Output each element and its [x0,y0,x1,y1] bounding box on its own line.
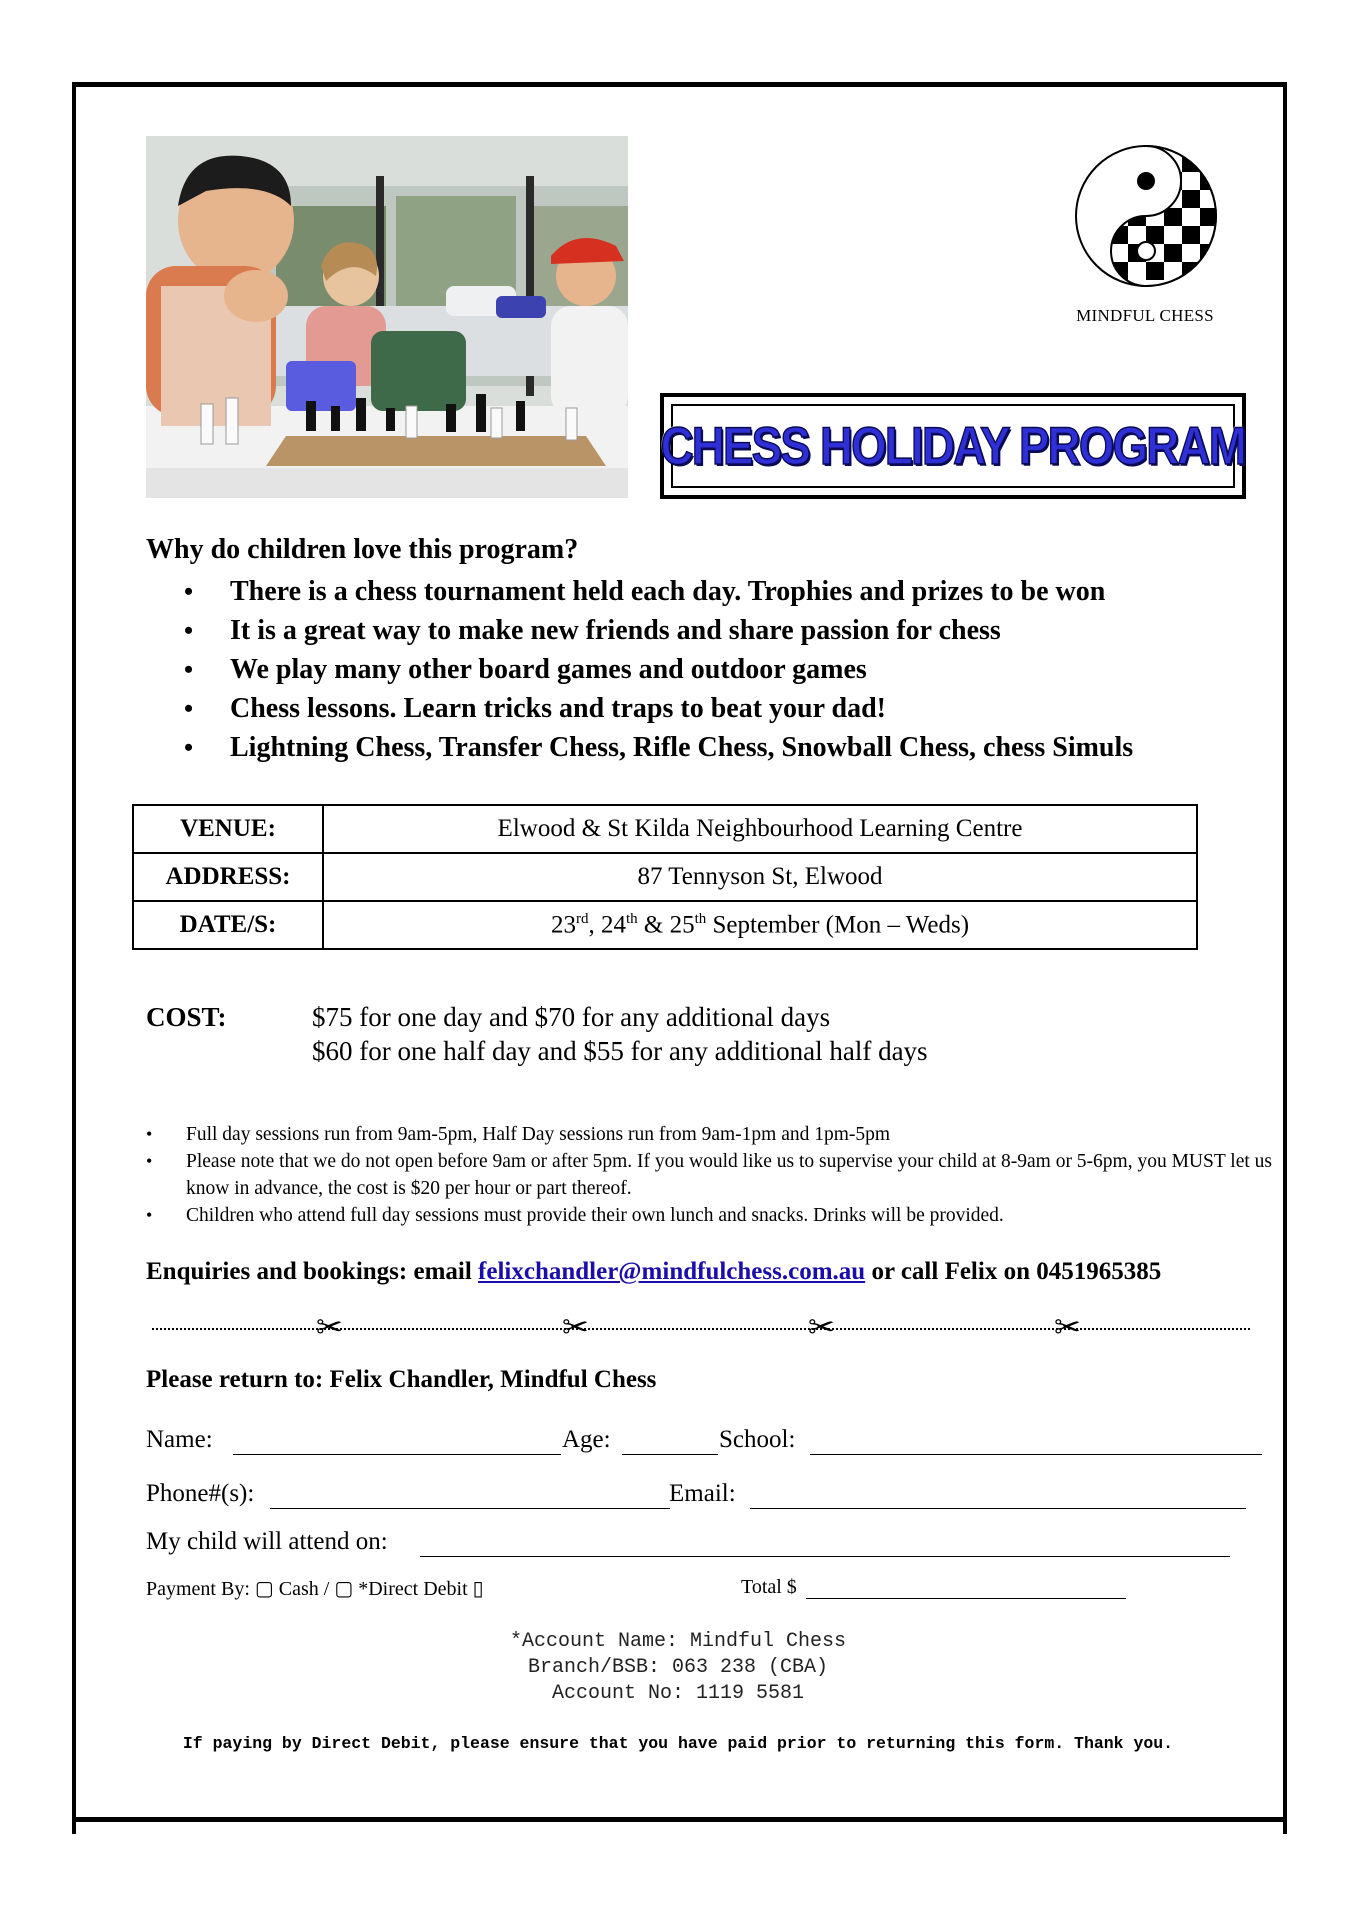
email-link[interactable]: felixchandler@mindfulchess.com.au [478,1258,866,1285]
name-label: Name: [146,1426,213,1453]
payment-options[interactable]: Payment By: ▢ Cash / ▢ *Direct Debit ▯ [146,1578,484,1600]
address-value: 87 Tennyson St, Elwood [323,853,1197,901]
address-label: ADDRESS: [133,853,323,901]
why-list [146,572,1133,767]
date-2: , 24 [588,911,626,939]
cost-line-half-day: $60 for one half day and $55 for any additional half days [312,1036,928,1066]
note-item: • Full day sessions run from 9am-5pm, Half Day sessions run from 9am-1pm and 1pm-5pm [146,1121,1276,1148]
phone-field[interactable] [270,1508,670,1509]
enquiries-suffix: or call Felix on 0451965385 [865,1258,1162,1285]
cost-line-full-day: $75 for one day and $70 for any additional days [312,1002,831,1032]
address-row [133,853,1197,901]
date-3-suffix: th [694,910,707,927]
total-label: Total $ [741,1576,797,1598]
logo-text: MINDFUL CHESS [1076,306,1214,325]
email-field[interactable] [750,1508,1246,1509]
email-label: Email: [669,1480,736,1507]
why-item: • Chess lessons. Learn tricks and traps to beat your dad! [146,689,1133,728]
account-bsb: Branch/BSB: 063 238 (CBA) [527,1656,829,1679]
note-item: • Children who attend full day sessions must provide their own lunch and snacks. Drinks will be provided. [146,1202,1276,1229]
debit-note: If paying by Direct Debit, please ensure that you have paid prior to returning this form. Thank you. [182,1734,1174,1753]
venue-row [133,805,1197,853]
enquiries-prefix: Enquiries and bookings: email [146,1258,479,1285]
phone-label: Phone#(s): [146,1480,255,1507]
program-banner [660,393,1246,499]
total-field[interactable] [806,1598,1126,1599]
why-item: • Lightning Chess, Transfer Chess, Rifle Chess, Snowball Chess, chess Simuls [146,728,1133,767]
scissors-icon: ✂ [808,1309,835,1345]
venue-value: Elwood & St Kilda Neighbourhood Learning Centre [323,805,1197,853]
program-banner-inner [660,404,1246,488]
why-item: • There is a chess tournament held each day. Trophies and prizes to be won [146,572,1133,611]
notes-list [146,1121,1276,1229]
attend-field[interactable] [420,1556,1230,1557]
date-3: & 25 [637,911,695,939]
scissors-icon: ✂ [1054,1309,1081,1345]
why-item: • It is a great way to make new friends and share passion for chess [146,611,1133,650]
page-border-right-ext [1283,1822,1287,1834]
enquiries-line [146,1258,1161,1286]
name-field[interactable] [233,1454,561,1455]
why-item: • We play many other board games and outdoor games [146,650,1133,689]
return-to: Please return to: Felix Chandler, Mindful Chess [146,1366,657,1393]
photo-illustration [146,136,628,498]
school-label: School: [719,1426,796,1453]
date-1-suffix: rd [575,910,589,927]
why-heading: Why do children love this program? [146,534,579,565]
dates-label: DATE/S: [133,901,323,949]
page-border-left-ext [72,1822,76,1834]
children-chess-photo [146,136,628,498]
date-1: 23 [550,911,576,939]
attend-label: My child will attend on: [146,1528,388,1555]
school-field[interactable] [810,1454,1262,1455]
venue-label: VENUE: [133,805,323,853]
account-number: Account No: 1119 5581 [551,1682,805,1705]
age-label: Age: [562,1426,611,1453]
date-2-suffix: th [625,910,638,927]
program-title: CHESS HOLIDAY PROGRAM [660,416,1246,476]
scissors-icon: ✂ [316,1309,343,1345]
account-name: *Account Name: Mindful Chess [509,1630,847,1653]
dates-row [133,901,1197,949]
cost-label: COST: [146,1002,227,1032]
yin-yang-checkerboard-icon [1056,136,1236,296]
scissors-icon: ✂ [562,1309,589,1345]
date-rest: September (Mon – Weds) [706,911,970,939]
venue-table [132,804,1198,950]
note-item: • Please note that we do not open before 9am or after 5pm. If you would like us to supervise your child at 8-9am or 5-6pm, you MUST let us know in advance, the cost is $20 per hour or part thereof. [146,1148,1276,1202]
dates-value [323,901,1197,949]
age-field[interactable] [622,1454,718,1455]
